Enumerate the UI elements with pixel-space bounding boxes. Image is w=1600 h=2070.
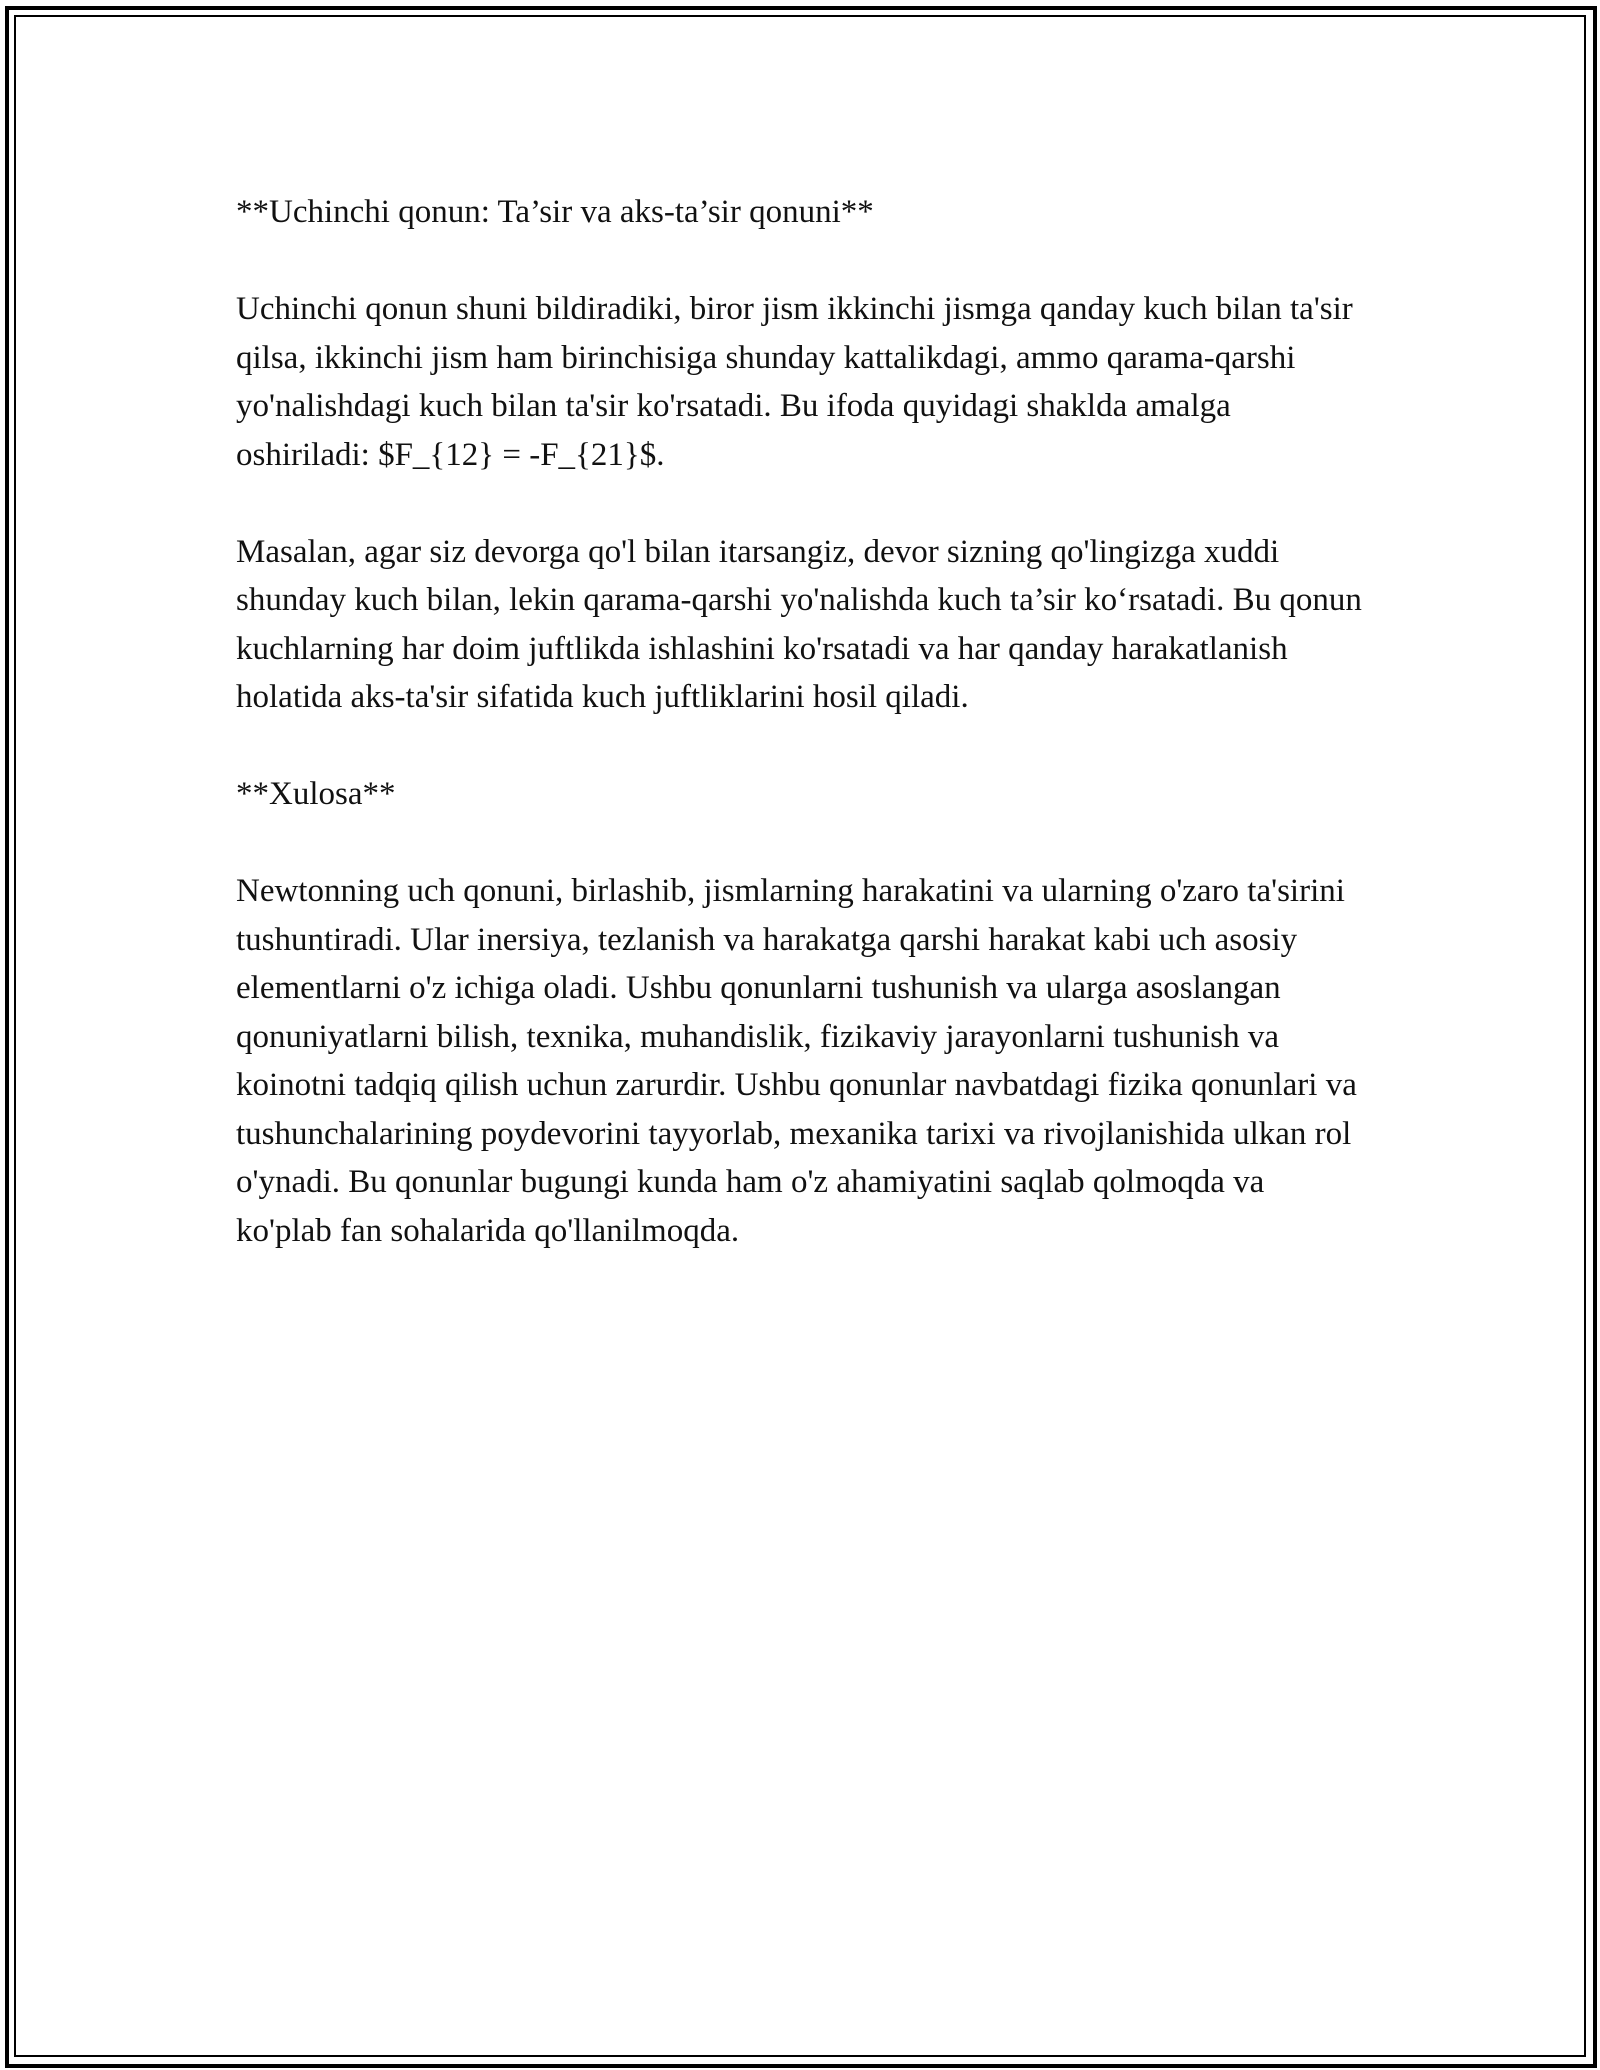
heading-third-law: **Uchinchi qonun: Ta’sir va aks-ta’sir qonuni** bbox=[236, 194, 874, 230]
paragraph-third-law: Uchinchi qonun shuni bildiradiki, biror jism ikkinchi jismga qanday kuch bilan ta'sir qilsa, ikkinchi jism ham birinchisiga shunday kattalikdagi, ammo qarama-qarshi yo'nalishdagi kuch bilan ta'sir ko'rsatadi. Bu ifoda quyidagi shaklda amalga oshiriladi: $F_{12} = -F_{21}$. bbox=[236, 291, 1353, 473]
paragraph-conclusion: Newtonning uch qonuni, birlashib, jismlarning harakatini va ularning o'zaro ta'sirini tushuntiradi. Ular inersiya, tezlanish va harakatga qarshi harakat kabi uch asosiy elementlarni o'z ichiga oladi. Ushbu qonunlarni tushunish va ularga asoslangan qonuniyatlarni bilish, texnika, muhandislik, fizikaviy jarayonlarni tushunish va koinotni tadqiq qilish uchun zarurdir. Ushbu qonunlar navbatdagi fizika qonunlari va tushunchalarining poydevorini tayyorlab, mexanika tarixi va rivojlanishida ulkan rol o'ynadi. Bu qonunlar bugungi kunda ham o'z ahamiyatini saqlab qolmoqda va ko'plab fan sohalarida qo'llanilmoqda. bbox=[236, 873, 1357, 1249]
document-body bbox=[236, 188, 1366, 1304]
heading-conclusion: **Xulosa** bbox=[236, 776, 396, 812]
paragraph-example: Masalan, agar siz devorga qo'l bilan itarsangiz, devor sizning qo'lingizga xuddi shunday kuch bilan, lekin qarama-qarshi yo'nalishda kuch ta’sir ko‘rsatadi. Bu qonun kuchlarning har doim juftlikda ishlashini ko'rsatadi va har qanday harakatlanish holatida aks-ta'sir sifatida kuch juftliklarini hosil qiladi. bbox=[236, 533, 1362, 715]
